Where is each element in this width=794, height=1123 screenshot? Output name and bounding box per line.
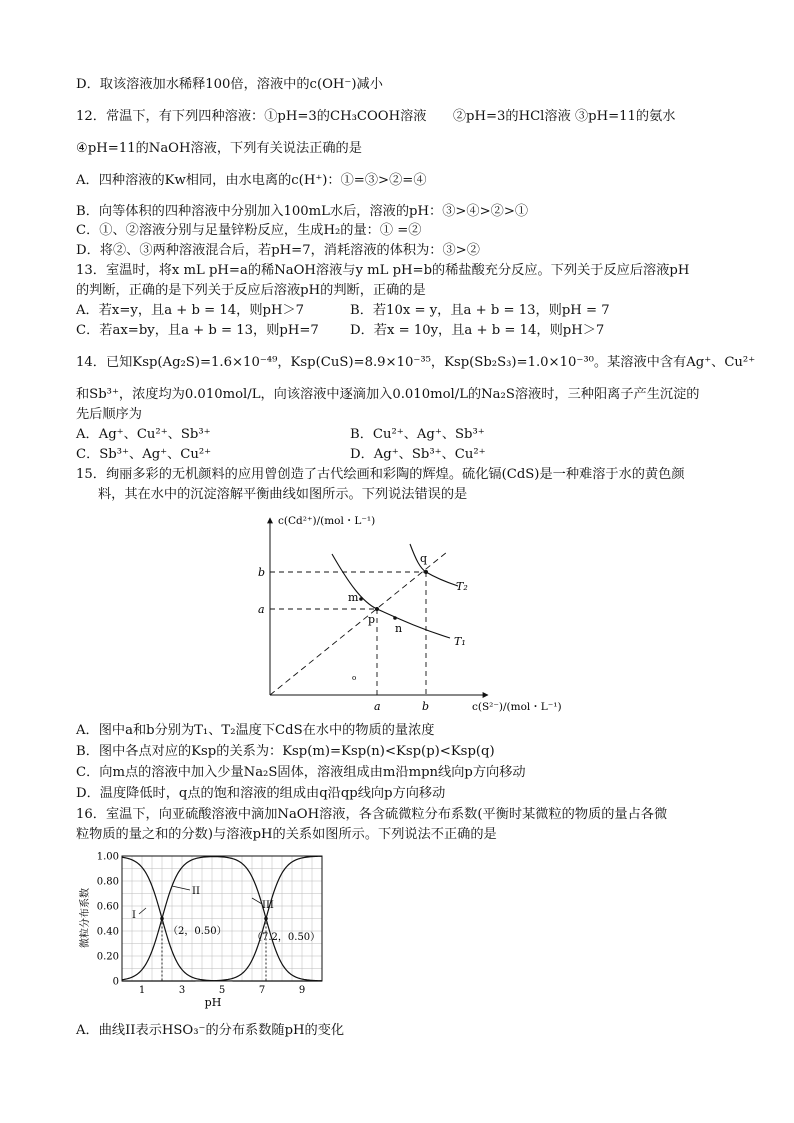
q16-label-I: I (132, 910, 136, 921)
q16-x-tick-label: 5 (218, 985, 226, 996)
q15-label-p: p (368, 613, 376, 626)
q16-option-a: A．曲线II表示HSO₃⁻的分布系数随pH的变化 (76, 1023, 345, 1038)
q12-option-d: D．将②、③两种溶液混合后，若pH=7，消耗溶液的体积为：③>② (76, 243, 480, 258)
q15-point-m (359, 597, 363, 601)
q15-x-label-b: b (422, 700, 430, 713)
q14-option-c: C．Sb³⁺、Ag⁺、Cu²⁺ (76, 447, 212, 462)
q16-label-II: II (192, 886, 200, 897)
q16-y-tick-label: 0.60 (96, 901, 119, 913)
q12-option-a: A．四种溶液的Kw相同，由水电离的c(H⁺)：①=③>②=④ (76, 173, 427, 188)
q16-x-tick-label: 7 (258, 985, 266, 996)
q13-option-b: B．若10x = y，且a + b = 13，则pH = 7 (350, 303, 610, 318)
q15-y-label-a: a (258, 603, 265, 616)
q15-y-axis-label: c(Cd²⁺)/(mol・L⁻¹) (278, 515, 376, 527)
q15-figure (250, 510, 562, 720)
q16-y-axis-label: 微粒分布系数 (80, 888, 91, 948)
q15-option-a: A．图中a和b分别为T₁、T₂温度下CdS在水中的物质的量浓度 (76, 723, 435, 738)
q16-point-ph2 (160, 917, 164, 921)
q15-option-c: C．向m点的溶液中加入少量Na₂S固体，溶液组成由m沿mpn线向p方向移动 (76, 765, 526, 780)
q13-option-d: D．若x = 10y，且a + b = 14，则pH＞7 (350, 323, 605, 338)
q16-stem-line2: 粒物质的量之和的分数)与溶液pH的关系如图所示。下列说法不正确的是 (76, 827, 497, 842)
q13-stem-line2: 的判断，正确的是下列关于反应后溶液pH的判断，正确的是 (76, 283, 426, 298)
q16-figure (76, 846, 336, 1008)
q16-x-axis-label: pH (204, 996, 222, 1009)
q12-option-c: C．①、②溶液分别与足量锌粉反应，生成H₂的量：① =② (76, 223, 422, 238)
q13-option-c: C．若ax=by，且a + b = 13，则pH=7 (76, 323, 319, 338)
q16-x-tick-label: 3 (178, 985, 186, 996)
q14-option-d: D．Ag⁺、Sb³⁺、Cu²⁺ (350, 447, 486, 462)
q14-stem-line2: 和Sb³⁺，浓度均为0.010mol/L，向该溶液中逐滴加入0.010mol/L的Na₂S溶液时，三种阳离子产生沉淀的 (76, 387, 700, 402)
q15-label-t1: T₁ (454, 635, 466, 648)
q15-diagonal-line (270, 552, 447, 695)
q16-y-tick-label: 0.20 (96, 951, 119, 963)
q16-label-pt2: （7.2，0.50） (252, 932, 321, 943)
q12-option-b: B．向等体积的四种溶液中分别加入100mL水后，溶液的pH：③>④>②>① (76, 204, 529, 219)
q16-y-tick-label: 1.00 (96, 851, 119, 863)
q15-point-p (375, 607, 379, 611)
q16-y-tick-label: 0.40 (96, 926, 119, 938)
q12-stem-line2: ④pH=11的NaOH溶液，下列有关说法正确的是 (76, 141, 362, 156)
q15-x-label-a: a (374, 700, 381, 713)
q13-stem-line1: 13．室温时，将x mL pH=a的稀NaOH溶液与y mL pH=b的稀盐酸充分反应。下列关于反应后溶液pH (76, 263, 690, 278)
q16-y-tick-label: 0.80 (96, 876, 119, 888)
q15-label-q: q (420, 552, 428, 565)
q16-y-tick-label: 0 (112, 976, 119, 988)
q15-point-q (424, 570, 428, 574)
q15-curve-t2 (410, 544, 458, 586)
q16-x-tick-label: 9 (298, 985, 306, 996)
q13-option-a: A．若x=y，且a + b = 14，则pH＞7 (76, 303, 305, 318)
q15-label-m: m (348, 591, 359, 604)
q16-x-tick-label: 1 (138, 985, 146, 996)
q15-point-n (393, 616, 397, 620)
q12-stem-line1: 12．常温下，有下列四种溶液：①pH=3的CH₃COOH溶液 ②pH=3的HCl溶液 ③pH=11的氨水 (76, 109, 676, 124)
q14-option-a: A．Ag⁺、Cu²⁺、Sb³⁺ (76, 427, 211, 442)
q14-stem-line3: 先后顺序为 (76, 407, 142, 422)
q15-option-b: B．图中各点对应的Ksp的关系为：Ksp(m)=Ksp(n)<Ksp(p)<Ksp(q) (76, 744, 495, 759)
q14-stem-line1: 14．已知Ksp(Ag₂S)=1.6×10⁻⁴⁹，Ksp(CuS)=8.9×10⁻³⁵，Ksp(Sb₂S₃)=1.0×10⁻³⁰。某溶液中含有Ag⁺、Cu²⁺ (76, 355, 756, 370)
q11-option-d: D．取该溶液加水稀释100倍，溶液中的c(OH⁻)减小 (76, 77, 383, 92)
q15-option-d: D．温度降低时，q点的饱和溶液的组成由q沿qp线向p方向移动 (76, 786, 446, 801)
q15-stem-line1: 15．绚丽多彩的无机颜料的应用曾创造了古代绘画和彩陶的辉煌。硫化镉(CdS)是一种难溶于水的黄色颜 (76, 467, 685, 482)
q16-point-ph72 (264, 917, 268, 921)
q15-y-label-b: b (258, 566, 266, 579)
q15-label-t2: T₂ (456, 580, 468, 593)
q16-label-III: III (262, 900, 274, 911)
q16-stem-line1: 16．室温下，向亚硫酸溶液中滴加NaOH溶液，各含硫微粒分布系数(平衡时某微粒的物质的量占各微 (76, 807, 668, 822)
q16-label-pt1: （2，0.50） (168, 926, 227, 937)
q14-option-b: B．Cu²⁺、Ag⁺、Sb³⁺ (350, 427, 485, 442)
q15-x-axis-label: c(S²⁻)/(mol・L⁻¹) (472, 701, 562, 713)
q16-leader-I (139, 908, 146, 914)
q15-label-n: n (395, 622, 403, 635)
q16-leader-II (172, 886, 190, 890)
q15-stem-line2: 料，其在水中的沉淀溶解平衡曲线如图所示。下列说法错误的是 (98, 487, 468, 502)
q15-origin-mark: o (352, 674, 357, 682)
